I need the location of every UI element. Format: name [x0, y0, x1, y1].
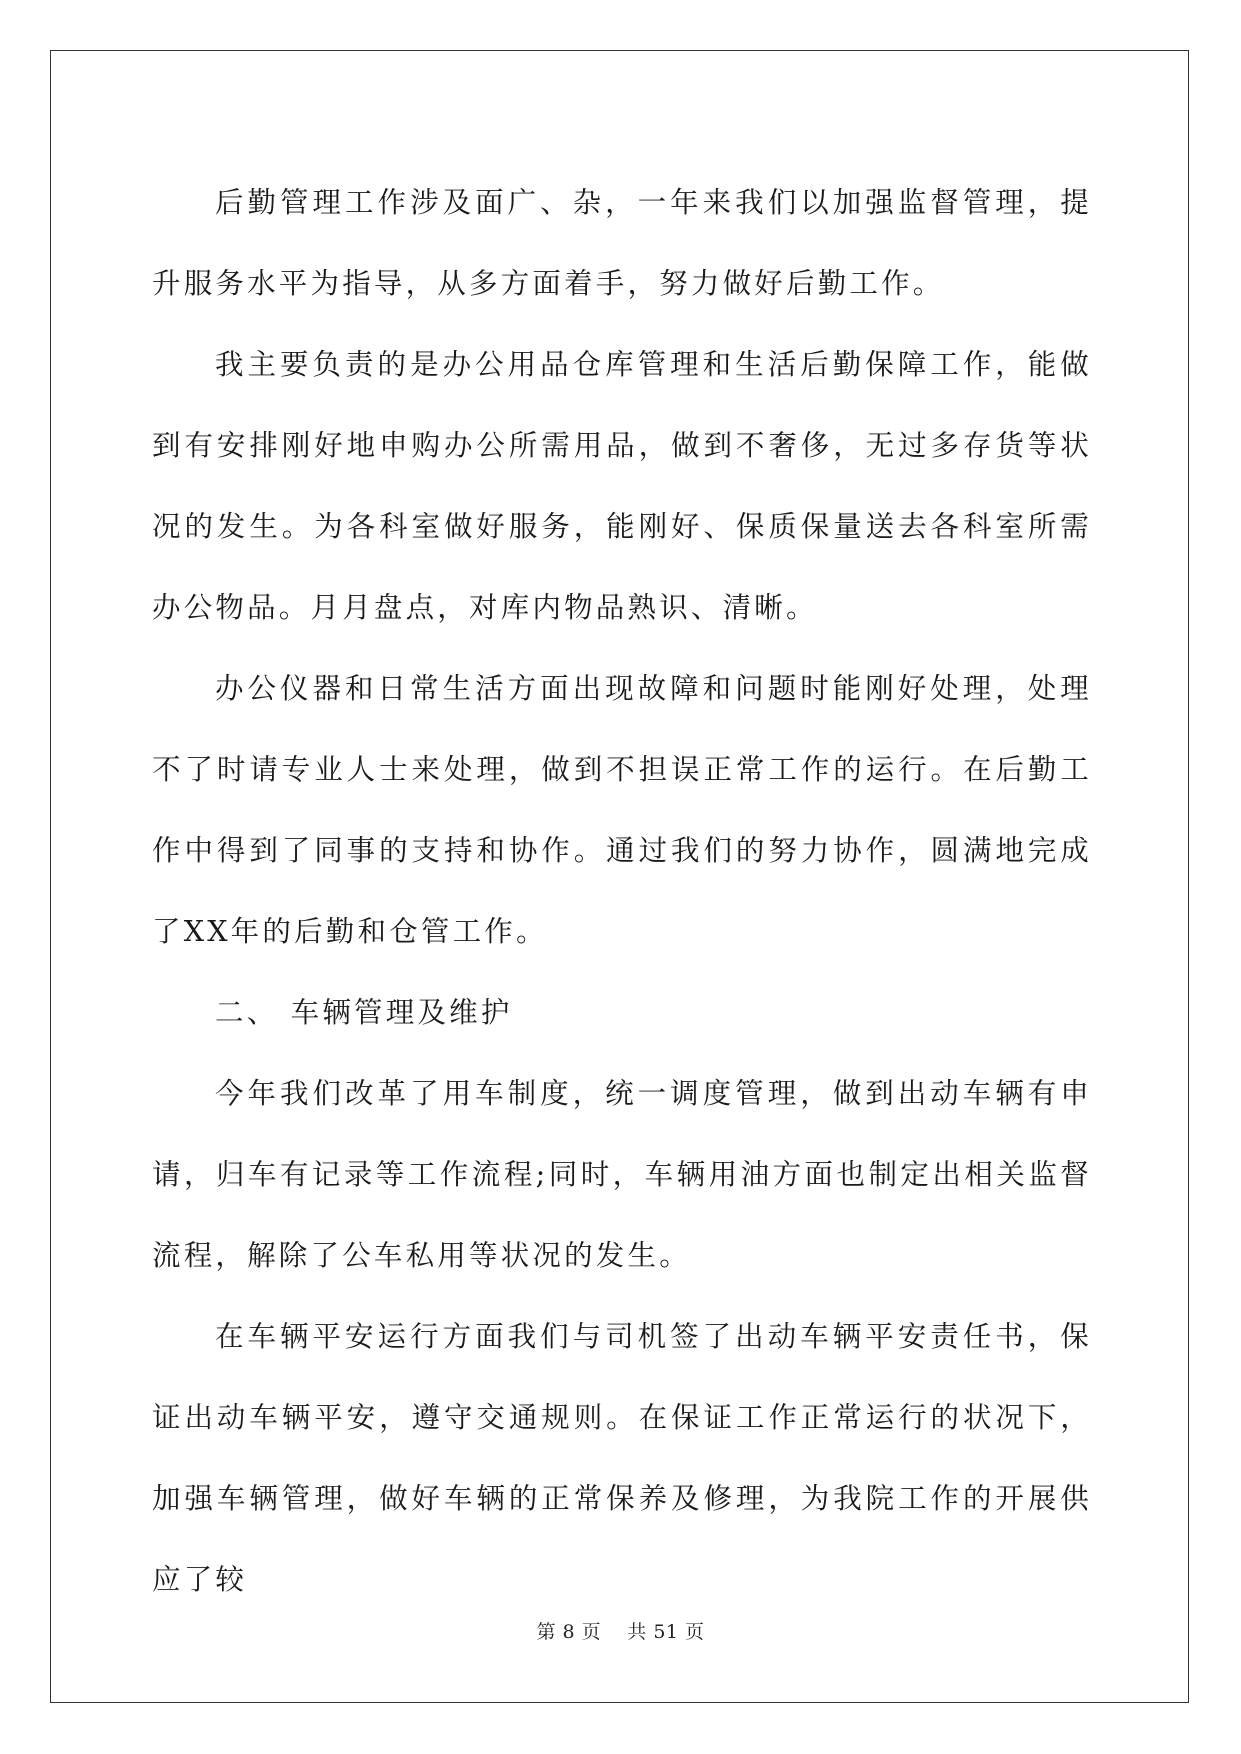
- page-total: 共 51 页: [627, 1621, 705, 1643]
- paragraph: 办公仪器和日常生活方面出现故障和问题时能刚好处理，处理不了时请专业人士来处理，做到不担误正常工作的运行。在后勤工作中得到了同事的支持和协作。通过我们的努力协作，圆满地完成了XX年的后勤和仓管工作。: [152, 672, 1092, 948]
- section-heading: 二、 车辆管理及维护: [215, 996, 513, 1029]
- paragraph: 今年我们改革了用车制度，统一调度管理，做到出动车辆有申请，归车有记录等工作流程;同时，车辆用油方面也制定出相关监督流程，解除了公车私用等状况的发生。: [152, 1077, 1092, 1272]
- paragraph: 在车辆平安运行方面我们与司机签了出动车辆平安责任书，保证出动车辆平安，遵守交通规则。在保证工作正常运行的状况下，加强车辆管理，做好车辆的正常保养及修理，为我院工作的开展供应了较: [152, 1320, 1092, 1596]
- paragraph: 我主要负责的是办公用品仓库管理和生活后勤保障工作，能做到有安排刚好地申购办公所需用品，做到不奢侈，无过多存货等状况的发生。为各科室做好服务，能刚好、保质保量送去各科室所需办公物品。月月盘点，对库内物品熟识、清晰。: [152, 348, 1092, 624]
- document-body: [152, 162, 1092, 1620]
- page-number: 第 8 页: [536, 1621, 602, 1643]
- page-footer: [0, 1617, 1241, 1644]
- paragraph: 后勤管理工作涉及面广、杂，一年来我们以加强监督管理，提升服务水平为指导，从多方面着手，努力做好后勤工作。: [152, 186, 1092, 300]
